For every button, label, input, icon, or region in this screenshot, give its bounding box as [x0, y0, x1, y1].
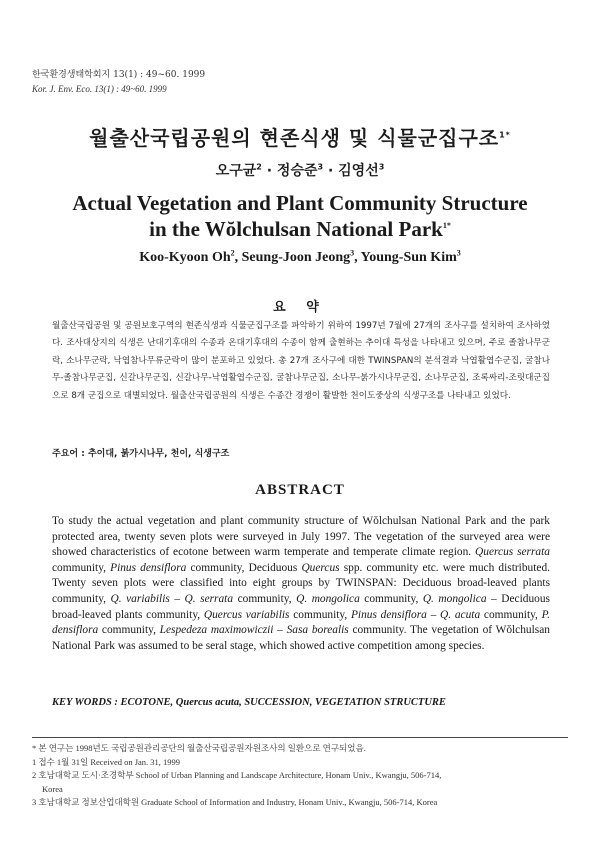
english-keywords: KEY WORDS : ECOTONE, Quercus acuta, SUCCESSION, VEGETATION STRUCTURE — [52, 697, 446, 708]
author-en-name: Young-Sun Kim — [360, 250, 457, 265]
korean-keywords — [52, 446, 550, 459]
authors-english — [0, 250, 600, 266]
korean-abstract-heading: 요 약 — [273, 300, 327, 315]
title-english-line1: Actual Vegetation and Plant Community Structure — [72, 191, 528, 215]
english-abstract — [52, 514, 550, 654]
footnotes — [32, 742, 572, 810]
abstract-text: To study the actual vegetation and plant community structure of Wŏlchulsan National Park and the park protected area, twenty seven plots were surveyed in July 1997. The vegetation of the surveyed area were showed characteristics of ecotone between warm temperate and temperate climate region. — [52, 515, 550, 559]
species-name: Quercus — [301, 561, 340, 574]
author-kr-affiliation-mark: 2 — [256, 162, 262, 172]
author-en-separator: , — [234, 250, 242, 265]
species-name: Q. mongolica — [296, 592, 360, 605]
species-name: P. densiflora — [52, 608, 550, 637]
abstract-text: community, Deciduous — [186, 561, 302, 574]
author-en-affiliation-mark: 3 — [350, 248, 355, 258]
author-en-name: Koo-Kyoon Oh — [139, 250, 231, 265]
journal-citation-en: Kor. J. Env. Eco. 13(1) : 49~60. 1999 — [32, 84, 167, 94]
title-korean-footnote-mark: 1* — [499, 130, 511, 140]
title-korean-text: 월출산국립공원의 현존식생 및 식물군집구조 — [89, 126, 500, 150]
author-en-separator: , — [354, 250, 361, 265]
abstract-text: community, — [52, 561, 111, 574]
author-en-name: Seung-Joon Jeong — [241, 250, 351, 265]
abstract-text: community, — [289, 608, 351, 621]
author-en-affiliation-mark: 2 — [230, 248, 235, 258]
author-kr-name: 정승준 — [276, 163, 318, 179]
title-english-footnote-mark: 1* — [442, 221, 451, 230]
abstract-text: – Deciduous broad-leaved plants community, — [52, 592, 550, 621]
footnote-line: * 본 연구는 1998년도 국립공원관리공단의 월출산국립공원자원조사의 일환으로 연구되었음. — [32, 743, 366, 753]
species-name: Lespedeza maximowiczii – Sasa borealis — [159, 624, 349, 637]
footnote-line: Korea — [42, 783, 63, 794]
footnote-divider — [32, 737, 568, 738]
author-en-affiliation-mark: 3 — [456, 248, 461, 258]
journal-header — [32, 68, 205, 96]
korean-keywords-list: 추이대, 붉가시나무, 천이, 식생구조 — [87, 449, 230, 459]
species-name: Pinus densiflora — [110, 561, 187, 574]
author-kr-name: 오구균 — [215, 163, 257, 179]
author-kr-affiliation-mark: 3 — [378, 162, 385, 172]
author-kr-name: 김영선 — [338, 163, 379, 179]
abstract-text: community, — [359, 592, 423, 605]
abstract-text: community, — [233, 592, 297, 605]
korean-keywords-label: 주요어 : — [52, 449, 85, 459]
title-english-line2: in the Wŏlchulsan National Park — [149, 217, 443, 241]
footnote-line: 3 호남대학교 정보산업대학원 Graduate School of Information and Industry, Honam Univ., Kwangju, 506-714, Korea — [32, 797, 438, 807]
species-name: Q. variabilis – Q. serrata — [110, 592, 234, 605]
species-name: Quercus serrata — [475, 546, 550, 559]
korean-abstract: 월출산국립공원 및 공원보호구역의 현존식생과 식물군집구조를 파악하기 위하여 1997년 7월에 27개의 조사구를 설치하여 조사하였다. 조사대상지의 식생은 난대기후대의 수종과 온대기후대의 수종이 함께 출현하는 추이대 특성을 나타내고 있으며, 주로 졸참나무군락, 소나무군락, 낙엽참나무류군락이 많이 분포하고 있었다. 총 27개 조사구에 대한 TWINSPAN의 분석결과 낙엽활엽수군집, 굴참나무-졸참나무군집, 신갈나무군집, 신갈나무-낙엽활엽수군집, 굴참나무군집, 소나무-붉가시나무군집, 소나무군집, 조록싸리-조릿대군집으로 8개 군집으로 대별되었다. 월출산국립공원의 식생은 수종간 경쟁이 활발한 천이도중상의 식생구조를 나타내고 있었다. — [52, 321, 550, 401]
title-english — [0, 190, 600, 242]
abstract-text: community, — [480, 608, 542, 621]
abstract-heading: ABSTRACT — [255, 482, 345, 498]
species-name: Quercus variabilis — [203, 608, 290, 621]
species-name: Pinus densiflora – Q. acuta — [350, 608, 481, 621]
title-korean — [0, 122, 600, 151]
species-name: Q. mongolica — [422, 592, 487, 605]
journal-citation-kr: 한국환경생태학회지 13(1) : 49~60. 1999 — [32, 70, 206, 80]
footnote-line: 1 접수 1월 31일 Received on Jan. 31, 1999 — [32, 756, 181, 767]
abstract-text: spp. community etc. were much distributed. Twenty seven plots were classified into eight groups by TWINSPAN: Deciduous broad-leaved plants community, — [52, 561, 550, 605]
author-kr-affiliation-mark: 3 — [317, 162, 324, 172]
authors-korean — [0, 160, 600, 180]
title-english-line2-wrap — [0, 216, 600, 242]
abstract-text: community. The vegetation of Wŏlchulsan National Park was assumed to be seral stage, which showed active competition among species. — [52, 624, 550, 652]
footnote-line: 2 호남대학교 도시·조경학부 School of Urban Planning and Landscape Architecture, Honam Univ., Kwangju, 506-714, — [32, 770, 442, 780]
author-kr-separator: · — [323, 163, 339, 179]
abstract-text: community, — [98, 624, 160, 637]
author-kr-separator: · — [261, 163, 277, 179]
